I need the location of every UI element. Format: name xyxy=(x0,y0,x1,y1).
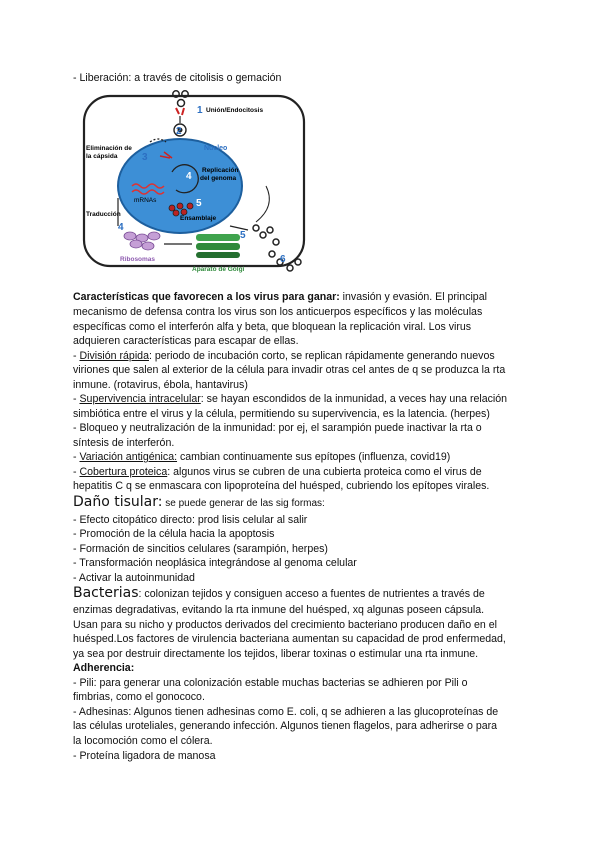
nucleus-label: Núcleo xyxy=(204,145,228,152)
section1-line: específicas como el interferón alfa y beta, que bloquean la replicación viral. Los virus xyxy=(73,321,472,333)
step-5-outer-number: 5 xyxy=(240,230,246,241)
list-item: - Promoción de la célula hacia la apoptosis xyxy=(73,528,275,540)
section3-title: Bacterias xyxy=(73,585,139,601)
item-supervivencia xyxy=(73,392,507,407)
assembly-label: Ensamblaje xyxy=(180,215,217,222)
item-rest: : periodo de incubación corto, se replican rápidamente generando nuevos xyxy=(148,350,495,362)
section3-line: ya sea por destruir directamente los tejidos, liberar toxinas o estimular una rta inmune. xyxy=(73,648,479,660)
list-item: fimbrias, como el gonococo. xyxy=(73,691,205,703)
step-3-label-line2: la cápsida xyxy=(86,153,118,160)
step-4-inner-number: 4 xyxy=(186,171,192,182)
item-line: síntesis de interferón. xyxy=(73,437,175,449)
item-division-rapida xyxy=(73,349,495,364)
section2-title: Daño tisular: xyxy=(73,494,163,510)
list-item: las células uroteliales, generando infección. Algunos tienen flagelos, para adherirse o para xyxy=(73,720,498,732)
translation-label: Traducción xyxy=(86,211,121,218)
item-bloqueo: - Bloqueo y neutralización de la inmunidad: por ej, el sarampión puede inactivar la rta o xyxy=(73,422,482,434)
list-item: la locomoción como el cólera. xyxy=(73,735,213,747)
bullet-prefix: - xyxy=(73,350,80,362)
list-item: - Activar la autoinmunidad xyxy=(73,572,195,584)
section2-title-line xyxy=(73,495,325,512)
section1-heading: Características que favorecen a los virus para ganar: xyxy=(73,291,340,303)
step-3-number: 3 xyxy=(142,152,148,163)
bullet-prefix: - xyxy=(73,466,80,478)
adherencia-heading xyxy=(73,661,134,676)
list-item: - Efecto citopático directo: prod lisis celular al salir xyxy=(73,514,308,526)
replication-label-line2: del genoma xyxy=(200,175,237,182)
section1-line: adquieren características para escapar de ellas. xyxy=(73,335,299,347)
item-variacion xyxy=(73,450,450,465)
step-3-label-line1: Eliminación de xyxy=(86,145,132,152)
bullet-prefix: - xyxy=(73,393,80,405)
step-2-number: 2 xyxy=(176,126,182,137)
item-cobertura xyxy=(73,465,482,480)
item-term: División rápida xyxy=(79,350,149,362)
section2-title-rest: se puede generar de las sig formas: xyxy=(162,498,325,509)
list-item: - Transformación neoplásica integrándose al genoma celular xyxy=(73,557,357,569)
item-line: hepatitis C q se enmascara con lipoproteína del huésped, cubriendo los epítopes virales. xyxy=(73,480,490,492)
section3-title-line xyxy=(73,586,485,602)
viral-cycle-svg xyxy=(80,86,306,274)
section3-line: enzimas degradativas, evitando la rta inmune del huésped, xq algunas poseen cápsula. xyxy=(73,604,485,616)
section3-title-rest: : colonizan tejidos y consiguen acceso a fuentes de nutrientes a través de xyxy=(138,588,485,600)
step-5-inner-number: 5 xyxy=(196,198,202,209)
section1-heading-rest: invasión y evasión. El principal xyxy=(339,291,487,303)
golgi-label: Aparato de Golgi xyxy=(192,266,245,273)
item-term: Cobertura proteica xyxy=(79,466,168,478)
ribosomes-label: Ribosomas xyxy=(120,256,156,263)
item-term: Variación antigénica: xyxy=(79,451,178,463)
item-term: Supervivencia intracelular xyxy=(79,393,201,405)
section1-line: mecanismo de defensa contra los virus son los anticuerpos específicos y las moléculas xyxy=(73,306,483,318)
item-rest: : algunos virus se cubren de una cubierta proteica como el virus de xyxy=(167,466,482,478)
item-rest: : se hayan escondidos de la inmunidad, a veces hay una relación xyxy=(200,393,508,405)
step-4-outer-number: 4 xyxy=(118,222,124,233)
liberation-line: - Liberación: a través de citolisis o gemación xyxy=(73,72,282,84)
golgi-apparatus xyxy=(196,234,240,258)
viral-cycle-diagram xyxy=(80,86,306,274)
list-item: - Formación de sincitios celulares (sarampión, herpes) xyxy=(73,543,328,555)
item-line: viriones que salen al exterior de la célula para invadir otras cel antes de q se produzca la rta xyxy=(73,364,506,376)
mrna-label: mRNAs xyxy=(134,197,157,204)
step-1-label: Unión/Endocitosis xyxy=(206,107,264,114)
item-rest: cambian continuamente sus epítopes (influenza, covid19) xyxy=(177,451,451,463)
list-item: - Proteína ligadora de manosa xyxy=(73,750,216,762)
section3-line: Usan para su nicho y productos derivados del crecimiento bacteriano producen daño en el xyxy=(73,619,498,631)
section3-line: huésped.Los factores de virulencia bacteriana aumentan su capacidad de prod enfermedad, xyxy=(73,633,506,645)
list-item: - Adhesinas: Algunos tienen adhesinas como E. coli, q se adhieren a las glucoproteínas de xyxy=(73,706,499,718)
bullet-prefix: - xyxy=(73,451,80,463)
replication-label-line1: Replicación xyxy=(202,167,239,174)
item-line: inmune. (rotavirus, ébola, hantavirus) xyxy=(73,379,248,391)
item-line: simbiótica entre el virus y la célula, permitiendo su supervivencia, es la latencia. (herpes) xyxy=(73,408,490,420)
adherencia-heading-text: Adherencia: xyxy=(73,662,135,674)
step-1-number: 1 xyxy=(197,105,203,116)
section1-first-line xyxy=(73,290,487,305)
list-item: - Pili: para generar una colonización estable muchas bacterias se adhieren por Pili o xyxy=(73,677,468,689)
step-6-number: 6 xyxy=(280,254,286,265)
